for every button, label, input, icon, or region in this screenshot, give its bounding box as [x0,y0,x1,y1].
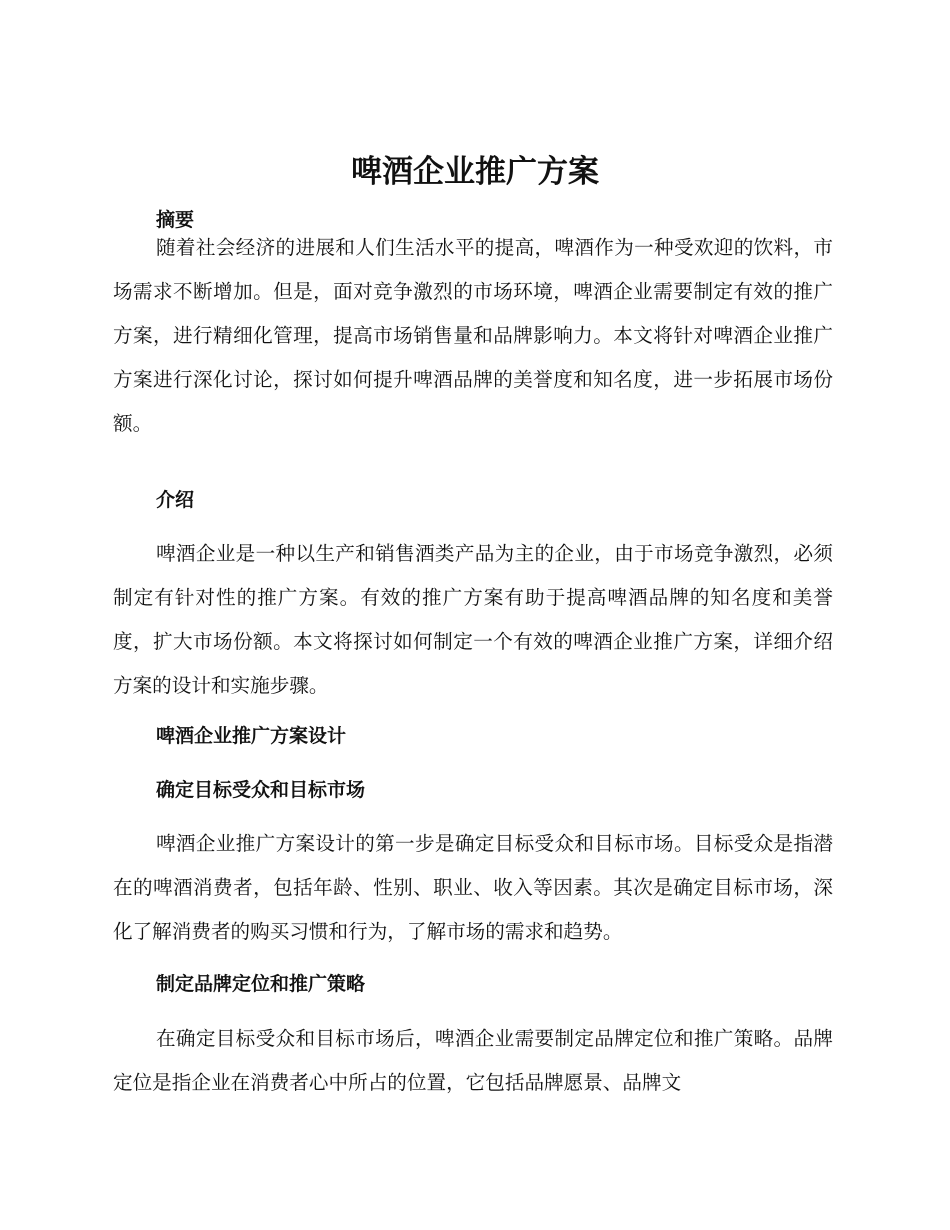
section-heading-plan-design: 啤酒企业推广方案设计 [156,725,347,747]
paragraph-abstract: 随着社会经济的进展和人们生活水平的提高，啤酒作为一种受欢迎的饮料，市场需求不断增加。但是，面对竞争激烈的市场环境，啤酒企业需要制定有效的推广方案，进行精细化管理，提高市场销售量和品牌影响力。本文将针对啤酒企业推广方案进行深化讨论，探讨如何提升啤酒品牌的美誉度和知名度，进一步拓展市场份额。 [113,236,833,435]
paragraph-introduction: 啤酒企业是一种以生产和销售酒类产品为主的企业，由于市场竞争激烈，必须制定有针对性的推广方案。有效的推广方案有助于提高啤酒品牌的知名度和美誉度，扩大市场份额。本文将探讨如何制定一个有效的啤酒企业推广方案，详细介绍方案的设计和实施步骤。 [113,542,833,697]
section-heading-target-market: 确定目标受众和目标市场 [156,779,366,801]
paragraph-brand-positioning: 在确定目标受众和目标市场后，啤酒企业需要制定品牌定位和推广策略。品牌定位是指企业在消费者心中所占的位置，它包括品牌愿景、品牌文 [113,1027,833,1094]
document-title: 啤酒企业推广方案 [351,154,599,190]
section-heading-introduction: 介绍 [156,489,195,511]
paragraph-target-market: 啤酒企业推广方案设计的第一步是确定目标受众和目标市场。目标受众是指潜在的啤酒消费者，包括年龄、性别、职业、收入等因素。其次是确定目标市场，深化了解消费者的购买习惯和行为，了解市场的需求和趋势。 [113,832,833,943]
section-heading-abstract: 摘要 [156,209,195,231]
section-heading-brand-positioning: 制定品牌定位和推广策略 [156,973,366,995]
